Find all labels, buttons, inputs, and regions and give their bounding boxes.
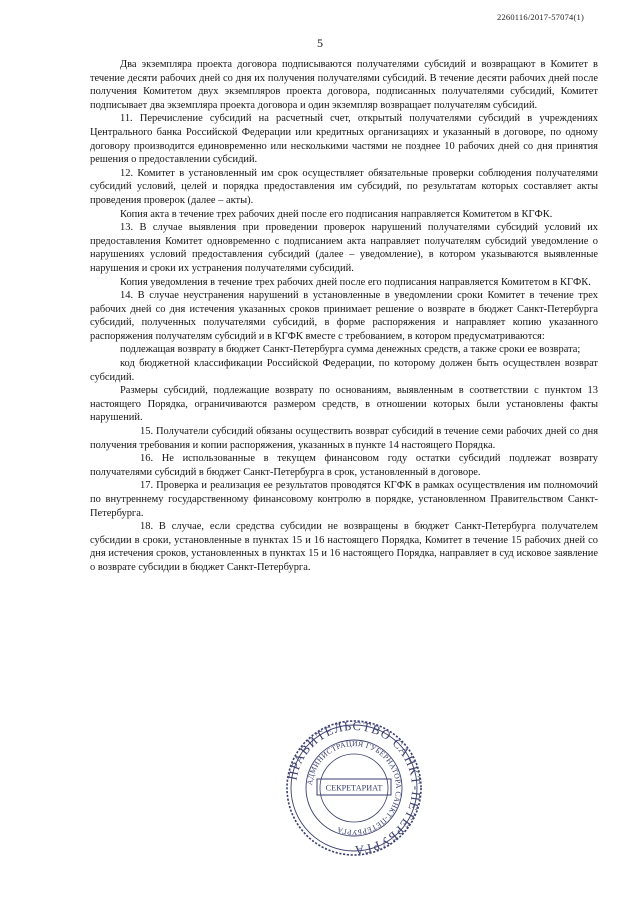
paragraph-item-18: 18. В случае, если средства субсидии не возвращены в бюджет Санкт-Петербурга получателем субсидии в сроки, установленные в пунктах 15 и 16 настоящего Порядка, Комитет в течение 15 рабочих дней со дня истечения сроков, установленных в пунктах 15 и 16 настоящего Порядка, направляет в суд исковое заявление о возврате субсидии в бюджет Санкт-Петербурга. (90, 521, 598, 573)
paragraph-item-15: 15. Получатели субсидий обязаны осуществить возврат субсидий в течение семи рабочих дней со дня получения требования и копии распоряжения, указанных в пункте 14 настоящего Порядка. (90, 426, 598, 451)
paragraph: подлежащая возврату в бюджет Санкт-Петербурга сумма денежных средств, а также сроки ее возврата; (120, 344, 581, 356)
document-body (90, 58, 598, 575)
paragraph: Размеры субсидий, подлежащие возврату по основаниям, выявленным в соответствии с пунктом 13 настоящего Порядка, ограничиваются размером средств, в отношении которых были установлены факты нарушений. (90, 385, 598, 424)
paragraph-item-17: 17. Проверка и реализация ее результатов проводятся КГФК в рамках осуществления им полномочий по внутреннему государственному финансовому контролю в порядке, установленном Правительством Санкт-Петербурга. (90, 480, 598, 519)
seal-inner-text: АДМИНИСТРАЦИЯ ГУБЕРНАТОРА САНКТ-ПЕТЕРБУРГА (305, 738, 404, 838)
paragraph-item-13: 13. В случае выявления при проведении проверок нарушений получателями субсидий условий их предоставления Комитет одновременно с подписанием акта направляет получателям субсидий уведомление о нарушениях условий предоставления субсидий (далее – уведомление), в котором указываются выявленные нарушения и сроки их устранения получателями субсидий. (90, 222, 598, 274)
paragraph: код бюджетной классификации Российской Федерации, по которому должен быть осуществлен возврат субсидий. (90, 358, 598, 383)
paragraph: Копия уведомления в течение трех рабочих дней после его подписания направляется Комитетом в КГФК. (120, 276, 591, 288)
seal-icon (284, 718, 424, 858)
paragraph-item-16: 16. Не использованные в текущем финансовом году остатки субсидий подлежат возврату получателями субсидий в бюджет Санкт-Петербурга в срок, установленный в договоре. (90, 453, 598, 478)
document-registration-number: 2260116/2017-57074(1) (497, 12, 584, 22)
paragraph-item-12: 12. Комитет в установленный им срок осуществляет обязательные проверки соблюдения получателями субсидий условий, целей и порядка предоставления им субсидий, по результатам которых составляет акты проведения проверок (далее – акты). (90, 167, 598, 206)
official-seal-stamp (284, 718, 424, 858)
seal-outer-text: ПРАВИТЕЛЬСТВО САНКТ-ПЕТЕРБУРГА (285, 718, 424, 858)
seal-center-text: СЕКРЕТАРИАТ (325, 783, 383, 793)
paragraph-item-14: 14. В случае неустранения нарушений в установленные в уведомлении сроки Комитет в течение трех рабочих дней со дня истечения указанных сроков принимает решение о возврате в бюджет Санкт-Петербурга субсидий, полученных получателями субсидий, в форме распоряжения и направляет копию указанного распоряжения получателям субсидий и в КГФК вместе с требованием, в котором предусматриваются: (90, 290, 598, 342)
page-number: 5 (317, 36, 323, 50)
paragraph: Копия акта в течение трех рабочих дней после его подписания направляется Комитетом в КГФК. (120, 208, 553, 220)
paragraph: Два экземпляра проекта договора подписываются получателями субсидий и возвращают в Комитет в течение десяти рабочих дней со дня их получения получателями субсидий. В течение десяти рабочих дней после получения Комитетом двух экземпляров проекта договора, подписанных получателями субсидий, Комитет подписывает два экземпляра проекта договора и один экземпляр возвращает получателям субсидий. (90, 59, 598, 111)
paragraph-item-11: 11. Перечисление субсидий на расчетный счет, открытый получателями субсидий в учреждениях Центрального банка Российской Федерации или кредитных организациях и указанный в договоре, по одному договору производится единовременно или несколькими частями не позднее 10 рабочих дней со дня принятия решения о предоставлении субсидий. (90, 113, 598, 166)
